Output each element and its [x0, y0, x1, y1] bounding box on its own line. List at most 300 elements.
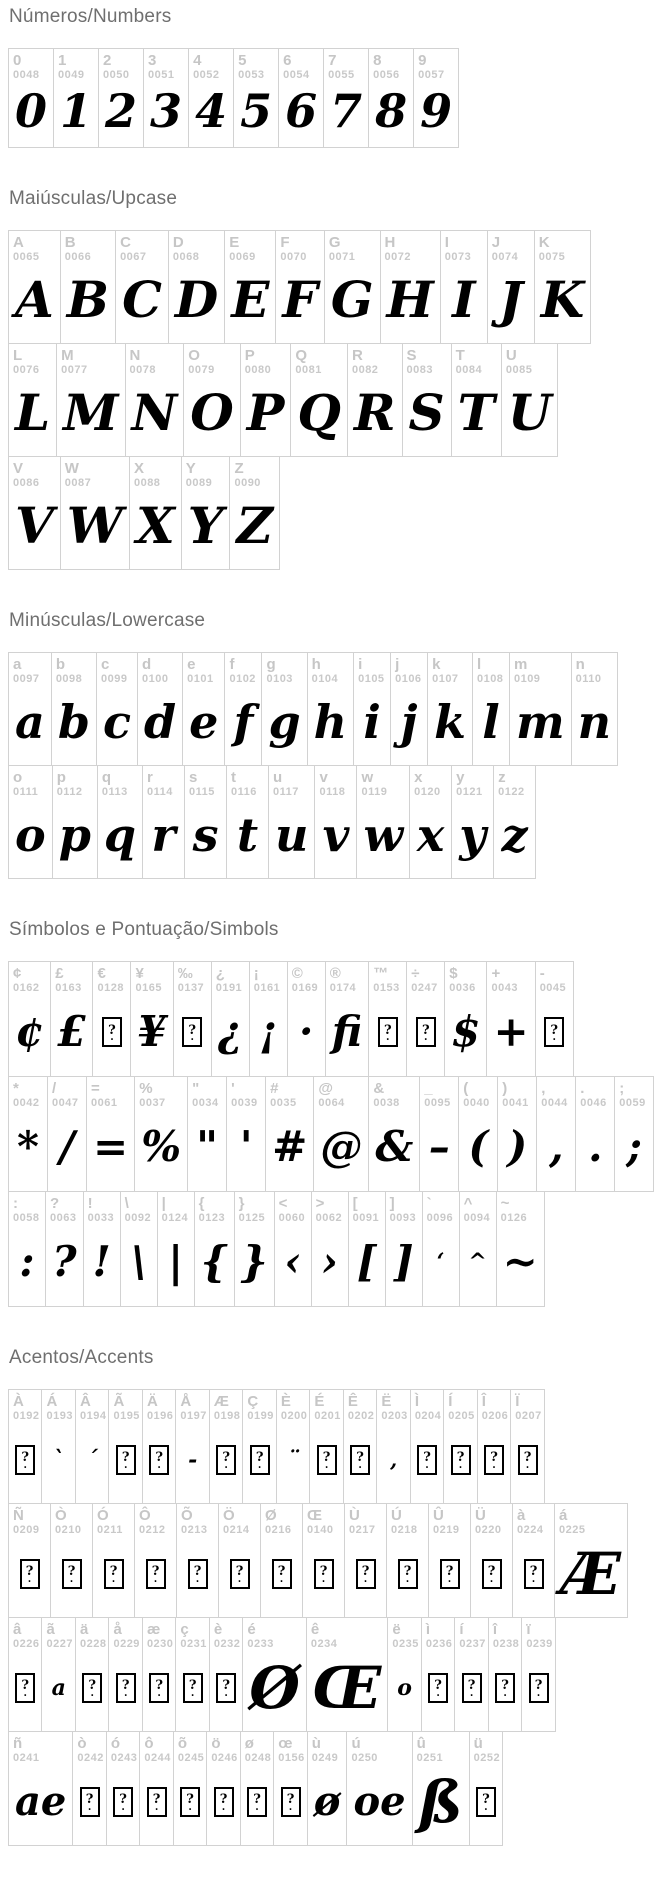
glyph-preview: ¿: [217, 1007, 243, 1057]
glyph-cell: [142, 1389, 176, 1504]
char-label: Z: [234, 460, 244, 477]
glyph-preview: T: [457, 383, 495, 443]
glyph-cell: [406, 961, 445, 1077]
section-title: Acentos/Accents: [9, 1347, 154, 1368]
cell-labels: [174, 1732, 206, 1765]
cell-labels: [225, 653, 261, 686]
glyph-preview: R: [353, 383, 396, 443]
glyph-area: [9, 1110, 47, 1191]
glyph-area: [276, 264, 324, 343]
char-label: ó: [110, 1735, 121, 1752]
cell-labels: [52, 653, 96, 686]
unicode-label: 0246: [211, 1752, 238, 1765]
cell-labels: [93, 1504, 134, 1537]
char-label: õ: [177, 1735, 187, 1752]
glyph-preview: Z: [236, 496, 273, 556]
glyph-preview: `: [53, 1446, 65, 1473]
missing-glyph-box: ? .: [524, 1559, 544, 1589]
glyph-cell: [444, 961, 487, 1077]
cell-labels: [107, 1732, 139, 1765]
glyph-cell: [536, 1076, 576, 1192]
cell-labels: [42, 1618, 74, 1651]
glyph-preview: ^: [468, 1249, 487, 1276]
glyph-cell: [344, 1503, 387, 1618]
missing-glyph-box: ? .: [476, 1787, 496, 1817]
cell-labels: [511, 1390, 543, 1423]
glyph-cell: [306, 1617, 388, 1732]
glyph-cell: [139, 1731, 173, 1846]
unicode-label: 0087: [64, 477, 92, 490]
char-label: ñ: [13, 1735, 23, 1752]
glyph-row: [8, 1191, 661, 1307]
glyph-cell: [106, 1731, 140, 1846]
char-label: 9: [418, 52, 427, 69]
section-title: Símbolos e Pontuação/Simbols: [9, 919, 279, 940]
glyph-preview: K: [540, 270, 585, 330]
glyph-cell: [8, 230, 61, 344]
cell-labels: [130, 457, 181, 490]
glyph-area: [250, 995, 287, 1076]
char-label: z: [498, 769, 506, 786]
glyph-row: [8, 456, 661, 570]
glyph-cell: [443, 1389, 477, 1504]
glyph-preview: :: [19, 1237, 35, 1287]
unicode-label: 0120: [414, 786, 441, 799]
glyph-area: [407, 995, 444, 1076]
unicode-label: 0080: [244, 364, 272, 377]
glyph-preview: ‘: [436, 1249, 445, 1276]
glyph-preview: (: [468, 1122, 489, 1172]
cell-labels: [9, 766, 52, 799]
glyph-cell: [290, 343, 348, 457]
glyph-preview: P: [246, 383, 285, 443]
char-label: ): [502, 1080, 508, 1097]
char-label: C: [120, 234, 131, 251]
glyph-preview: £: [57, 1007, 87, 1057]
unicode-label: 0191: [215, 982, 243, 995]
glyph-cell: [276, 1389, 310, 1504]
char-label: æ: [146, 1621, 161, 1638]
glyph-preview: s: [192, 808, 219, 863]
glyph-cell: [108, 1389, 142, 1504]
char-label: Ï: [515, 1393, 520, 1410]
glyph-cell: [134, 1076, 188, 1192]
glyph-area: [135, 1110, 187, 1191]
glyph-area: [429, 1537, 470, 1617]
unicode-label: 0098: [55, 673, 83, 686]
glyph-preview: b: [57, 695, 90, 750]
glyph-preview: @: [320, 1122, 363, 1172]
glyph-preview: F: [282, 270, 318, 330]
char-label: Ü: [475, 1507, 486, 1524]
char-label: $: [449, 965, 458, 982]
unicode-label: 0111: [13, 786, 39, 799]
unicode-label: 0201: [314, 1410, 341, 1423]
glyph-cell: [242, 1617, 307, 1732]
cell-labels: [369, 1077, 419, 1110]
glyph-preview: Œ: [312, 1653, 382, 1722]
missing-glyph-box: ? .: [183, 1673, 203, 1703]
glyph-cell: [233, 48, 279, 148]
cell-labels: [357, 766, 409, 799]
glyph-cell: [421, 1617, 455, 1732]
glyph-area: [135, 1537, 176, 1617]
glyph-cell: [8, 343, 57, 457]
cell-labels: [522, 1618, 554, 1651]
missing-glyph-box: ? .: [149, 1673, 169, 1703]
unicode-label: 0213: [181, 1524, 208, 1537]
glyph-area: [51, 995, 92, 1076]
glyph-area: [478, 1423, 510, 1503]
glyph-preview: ae: [15, 1777, 67, 1825]
char-label: Â: [79, 1393, 91, 1410]
glyph-preview: ;: [626, 1122, 642, 1172]
unicode-label: 0218: [391, 1524, 418, 1537]
cell-labels: [9, 1390, 41, 1423]
char-label: b: [55, 656, 65, 673]
cell-labels: [135, 1504, 176, 1537]
cell-labels: [9, 962, 50, 995]
unicode-label: 0036: [449, 982, 476, 995]
glyph-area: [555, 1537, 627, 1617]
cell-labels: [325, 231, 380, 264]
char-label: Î: [481, 1393, 486, 1410]
char-label: å: [113, 1621, 122, 1638]
glyph-preview: ´: [86, 1446, 98, 1473]
unicode-label: 0203: [381, 1410, 408, 1423]
glyph-cell: [353, 652, 391, 766]
glyph-cell: [497, 1076, 537, 1192]
glyph-preview: a: [15, 695, 45, 750]
cell-labels: [455, 1618, 487, 1651]
glyph-cell: [368, 961, 407, 1077]
cell-labels: [502, 344, 558, 377]
glyph-area: [357, 799, 409, 878]
glyph-cell: [422, 1191, 460, 1307]
glyph-area: [420, 1110, 458, 1191]
glyph-area: [143, 1651, 175, 1731]
glyph-cell: [313, 1076, 369, 1192]
glyph-preview: e: [189, 695, 219, 750]
missing-glyph-box: ? .: [216, 1673, 236, 1703]
unicode-label: 0219: [433, 1524, 460, 1537]
glyph-preview: ‹: [284, 1237, 302, 1287]
glyph-area: [93, 995, 130, 1076]
char-label: +: [491, 965, 501, 982]
unicode-label: 0077: [61, 364, 88, 377]
unicode-label: 0046: [580, 1097, 607, 1110]
glyph-area: [513, 1537, 554, 1617]
glyph-cell: [488, 1617, 522, 1732]
glyph-cell: [486, 961, 535, 1077]
glyph-cell: [323, 48, 369, 148]
glyph-area: [126, 377, 184, 456]
glyph-cell: [368, 48, 414, 148]
char-label: V: [13, 460, 24, 477]
glyph-cell: [412, 1731, 470, 1846]
unicode-label: 0048: [13, 69, 40, 82]
glyph-cell: [75, 1389, 109, 1504]
cell-labels: [369, 962, 406, 995]
char-label: ¿: [215, 965, 225, 982]
glyph-cell: [307, 652, 354, 766]
glyph-area: [185, 799, 226, 878]
glyph-area: [314, 1110, 368, 1191]
glyph-preview: ›: [321, 1237, 339, 1287]
cell-labels: [241, 344, 291, 377]
glyph-area: [241, 1765, 273, 1845]
char-label: r: [147, 769, 153, 786]
unicode-label: 0066: [64, 251, 92, 264]
glyph-cell: [510, 1389, 544, 1504]
glyph-cell: [226, 765, 269, 879]
cell-labels: [98, 766, 142, 799]
missing-glyph-box: ? .: [440, 1559, 460, 1589]
glyph-cell: [535, 961, 574, 1077]
glyph-area: [140, 1765, 172, 1845]
glyph-area: [494, 799, 535, 878]
glyph-area: [275, 1225, 311, 1306]
char-label: u: [273, 769, 283, 786]
char-label: a: [13, 656, 22, 673]
unicode-label: 0229: [113, 1638, 140, 1651]
unicode-label: 0040: [463, 1097, 490, 1110]
glyph-area: [174, 995, 211, 1076]
glyph-cell: [8, 1731, 73, 1846]
glyph-cell: [108, 1617, 142, 1732]
missing-glyph-box: ? .: [314, 1559, 334, 1589]
cell-labels: [536, 962, 573, 995]
cell-labels: [312, 1192, 348, 1225]
unicode-label: 0216: [265, 1524, 292, 1537]
char-label: í: [459, 1621, 464, 1638]
glyph-preview: l: [482, 695, 500, 750]
char-label: Ô: [139, 1507, 151, 1524]
glyph-area: [227, 1110, 265, 1191]
glyph-preview: [: [356, 1237, 377, 1287]
glyph-preview: k: [434, 695, 466, 750]
glyph-cell: [496, 1191, 545, 1307]
char-label: Ò: [55, 1507, 67, 1524]
char-label: >: [315, 1195, 325, 1212]
glyph-area: [234, 82, 278, 147]
glyph-row: [8, 765, 661, 879]
glyph-area: [9, 799, 52, 878]
glyph-grid: [8, 961, 661, 1307]
glyph-cell: [249, 961, 288, 1077]
unicode-label: 0194: [79, 1410, 107, 1423]
glyph-row: [8, 1076, 661, 1192]
glyph-area: [615, 1110, 653, 1191]
char-label: L: [13, 347, 23, 364]
glyph-cell: [209, 1389, 243, 1504]
glyph-cell: [83, 1191, 121, 1307]
char-label: ]: [389, 1195, 395, 1212]
cell-labels: [121, 1192, 157, 1225]
char-label: E: [229, 234, 240, 251]
cell-labels: [46, 1192, 83, 1225]
unicode-label: 0119: [361, 786, 388, 799]
unicode-label: 0091: [352, 1212, 380, 1225]
unicode-label: 0165: [135, 982, 162, 995]
unicode-label: 0205: [448, 1410, 475, 1423]
glyph-preview: 5: [240, 84, 273, 139]
glyph-area: [354, 686, 390, 765]
glyph-area: [386, 1225, 422, 1306]
cell-labels: [9, 1192, 45, 1225]
missing-glyph-box: ? .: [462, 1673, 482, 1703]
cell-labels: [176, 1618, 208, 1651]
char-label: s: [189, 769, 198, 786]
glyph-preview: v: [322, 808, 350, 863]
glyph-cell: [41, 1389, 75, 1504]
unicode-label: 0232: [213, 1638, 241, 1651]
unicode-label: 0059: [619, 1097, 646, 1110]
cell-labels: [326, 962, 369, 995]
glyph-area: [177, 1537, 218, 1617]
missing-glyph-box: ? .: [272, 1559, 292, 1589]
cell-labels: [51, 962, 92, 995]
missing-glyph-box: ? .: [428, 1673, 448, 1703]
unicode-label: 0044: [541, 1097, 568, 1110]
char-label: v: [319, 769, 328, 786]
glyph-preview: |: [167, 1237, 184, 1287]
char-label: {: [198, 1195, 205, 1212]
glyph-area: [497, 1225, 544, 1306]
glyph-area: [54, 82, 98, 147]
char-label: o: [13, 769, 23, 786]
glyph-area: [84, 1225, 120, 1306]
char-label: n: [575, 656, 585, 673]
glyph-cell: [324, 230, 381, 344]
unicode-label: 0239: [526, 1638, 553, 1651]
glyph-preview: d: [144, 695, 177, 750]
glyph-cell: [512, 1503, 555, 1618]
glyph-cell: [260, 1503, 303, 1618]
glyph-preview: .: [587, 1122, 603, 1172]
cell-labels: [428, 653, 472, 686]
cell-labels: [391, 653, 427, 686]
glyph-cell: [265, 1076, 314, 1192]
glyph-area: [99, 82, 143, 147]
char-label: è: [213, 1621, 223, 1638]
glyph-cell: [188, 48, 234, 148]
unicode-label: 0125: [238, 1212, 266, 1225]
unicode-label: 0099: [100, 673, 128, 686]
char-label: *: [13, 1080, 19, 1097]
char-label: Æ: [213, 1393, 229, 1410]
char-label: }: [238, 1195, 245, 1212]
cell-labels: [109, 1618, 141, 1651]
glyph-cell: [8, 1389, 42, 1504]
glyph-cell: [554, 1503, 628, 1618]
glyph-preview: t: [236, 808, 259, 863]
glyph-preview: 6: [285, 84, 318, 139]
missing-glyph-box: ? .: [116, 1673, 136, 1703]
glyph-area: [572, 686, 617, 765]
unicode-label: 0235: [392, 1638, 419, 1651]
unicode-label: 0062: [315, 1212, 343, 1225]
unicode-label: 0083: [406, 364, 433, 377]
cell-labels: [276, 231, 324, 264]
glyph-area: [488, 264, 534, 343]
glyph-cell: [175, 1617, 209, 1732]
glyph-preview: }: [240, 1237, 268, 1287]
char-label: ì: [425, 1621, 431, 1638]
unicode-label: 0247: [411, 982, 438, 995]
glyph-area: [413, 1765, 469, 1845]
char-label: 7: [328, 52, 337, 69]
cell-labels: [303, 1504, 344, 1537]
char-label: U: [505, 347, 517, 364]
unicode-label: 0060: [278, 1212, 306, 1225]
glyph-preview: Ø: [249, 1653, 300, 1722]
char-label: Ú: [391, 1507, 402, 1524]
unicode-label: 0051: [148, 69, 175, 82]
glyph-preview: m: [515, 695, 565, 750]
unicode-label: 0101: [187, 673, 214, 686]
unicode-label: 0107: [432, 673, 459, 686]
glyph-area: [158, 1225, 194, 1306]
char-label: K: [538, 234, 550, 251]
cell-labels: [169, 231, 224, 264]
glyph-preview: w: [363, 808, 404, 863]
glyph-area: [308, 1765, 347, 1845]
glyph-area: [489, 1651, 521, 1731]
cell-labels: [177, 1504, 218, 1537]
char-label: ü: [473, 1735, 483, 1752]
glyph-cell: [240, 1731, 274, 1846]
glyph-grid: [8, 48, 661, 148]
cell-labels: [9, 1618, 41, 1651]
glyph-area: [144, 82, 188, 147]
unicode-label: 0242: [77, 1752, 104, 1765]
unicode-label: 0204: [414, 1410, 442, 1423]
glyph-cell: [142, 765, 185, 879]
glyph-area: [303, 1537, 344, 1617]
glyph-preview: ,: [548, 1122, 564, 1172]
glyph-cell: [470, 1503, 513, 1618]
unicode-label: 0106: [395, 673, 422, 686]
cell-labels: [274, 1732, 306, 1765]
glyph-area: [131, 995, 172, 1076]
glyph-area: [9, 1651, 41, 1731]
char-label: T: [455, 347, 465, 364]
char-label: S: [406, 347, 417, 364]
glyph-cell: [458, 1076, 498, 1192]
glyph-cell: [273, 1731, 307, 1846]
char-label: w: [361, 769, 374, 786]
unicode-label: 0209: [13, 1524, 40, 1537]
unicode-label: 0058: [13, 1212, 40, 1225]
glyph-area: [76, 1423, 108, 1503]
unicode-label: 0088: [133, 477, 161, 490]
glyph-area: [291, 377, 347, 456]
section-lowercase: [8, 610, 661, 879]
glyph-preview: =: [93, 1122, 129, 1172]
unicode-label: 0118: [319, 786, 346, 799]
glyph-preview: $: [451, 1007, 481, 1057]
cell-labels: [250, 962, 287, 995]
section-title: Minúsculas/Lowercase: [9, 610, 206, 631]
char-label: ": [192, 1080, 200, 1097]
glyph-preview: z: [501, 808, 528, 863]
glyph-preview: fi: [331, 1007, 363, 1057]
missing-glyph-box: ? .: [529, 1673, 549, 1703]
missing-glyph-box: ? .: [378, 1017, 398, 1047]
char-label: q: [101, 769, 112, 786]
glyph-cell: [302, 1503, 345, 1618]
